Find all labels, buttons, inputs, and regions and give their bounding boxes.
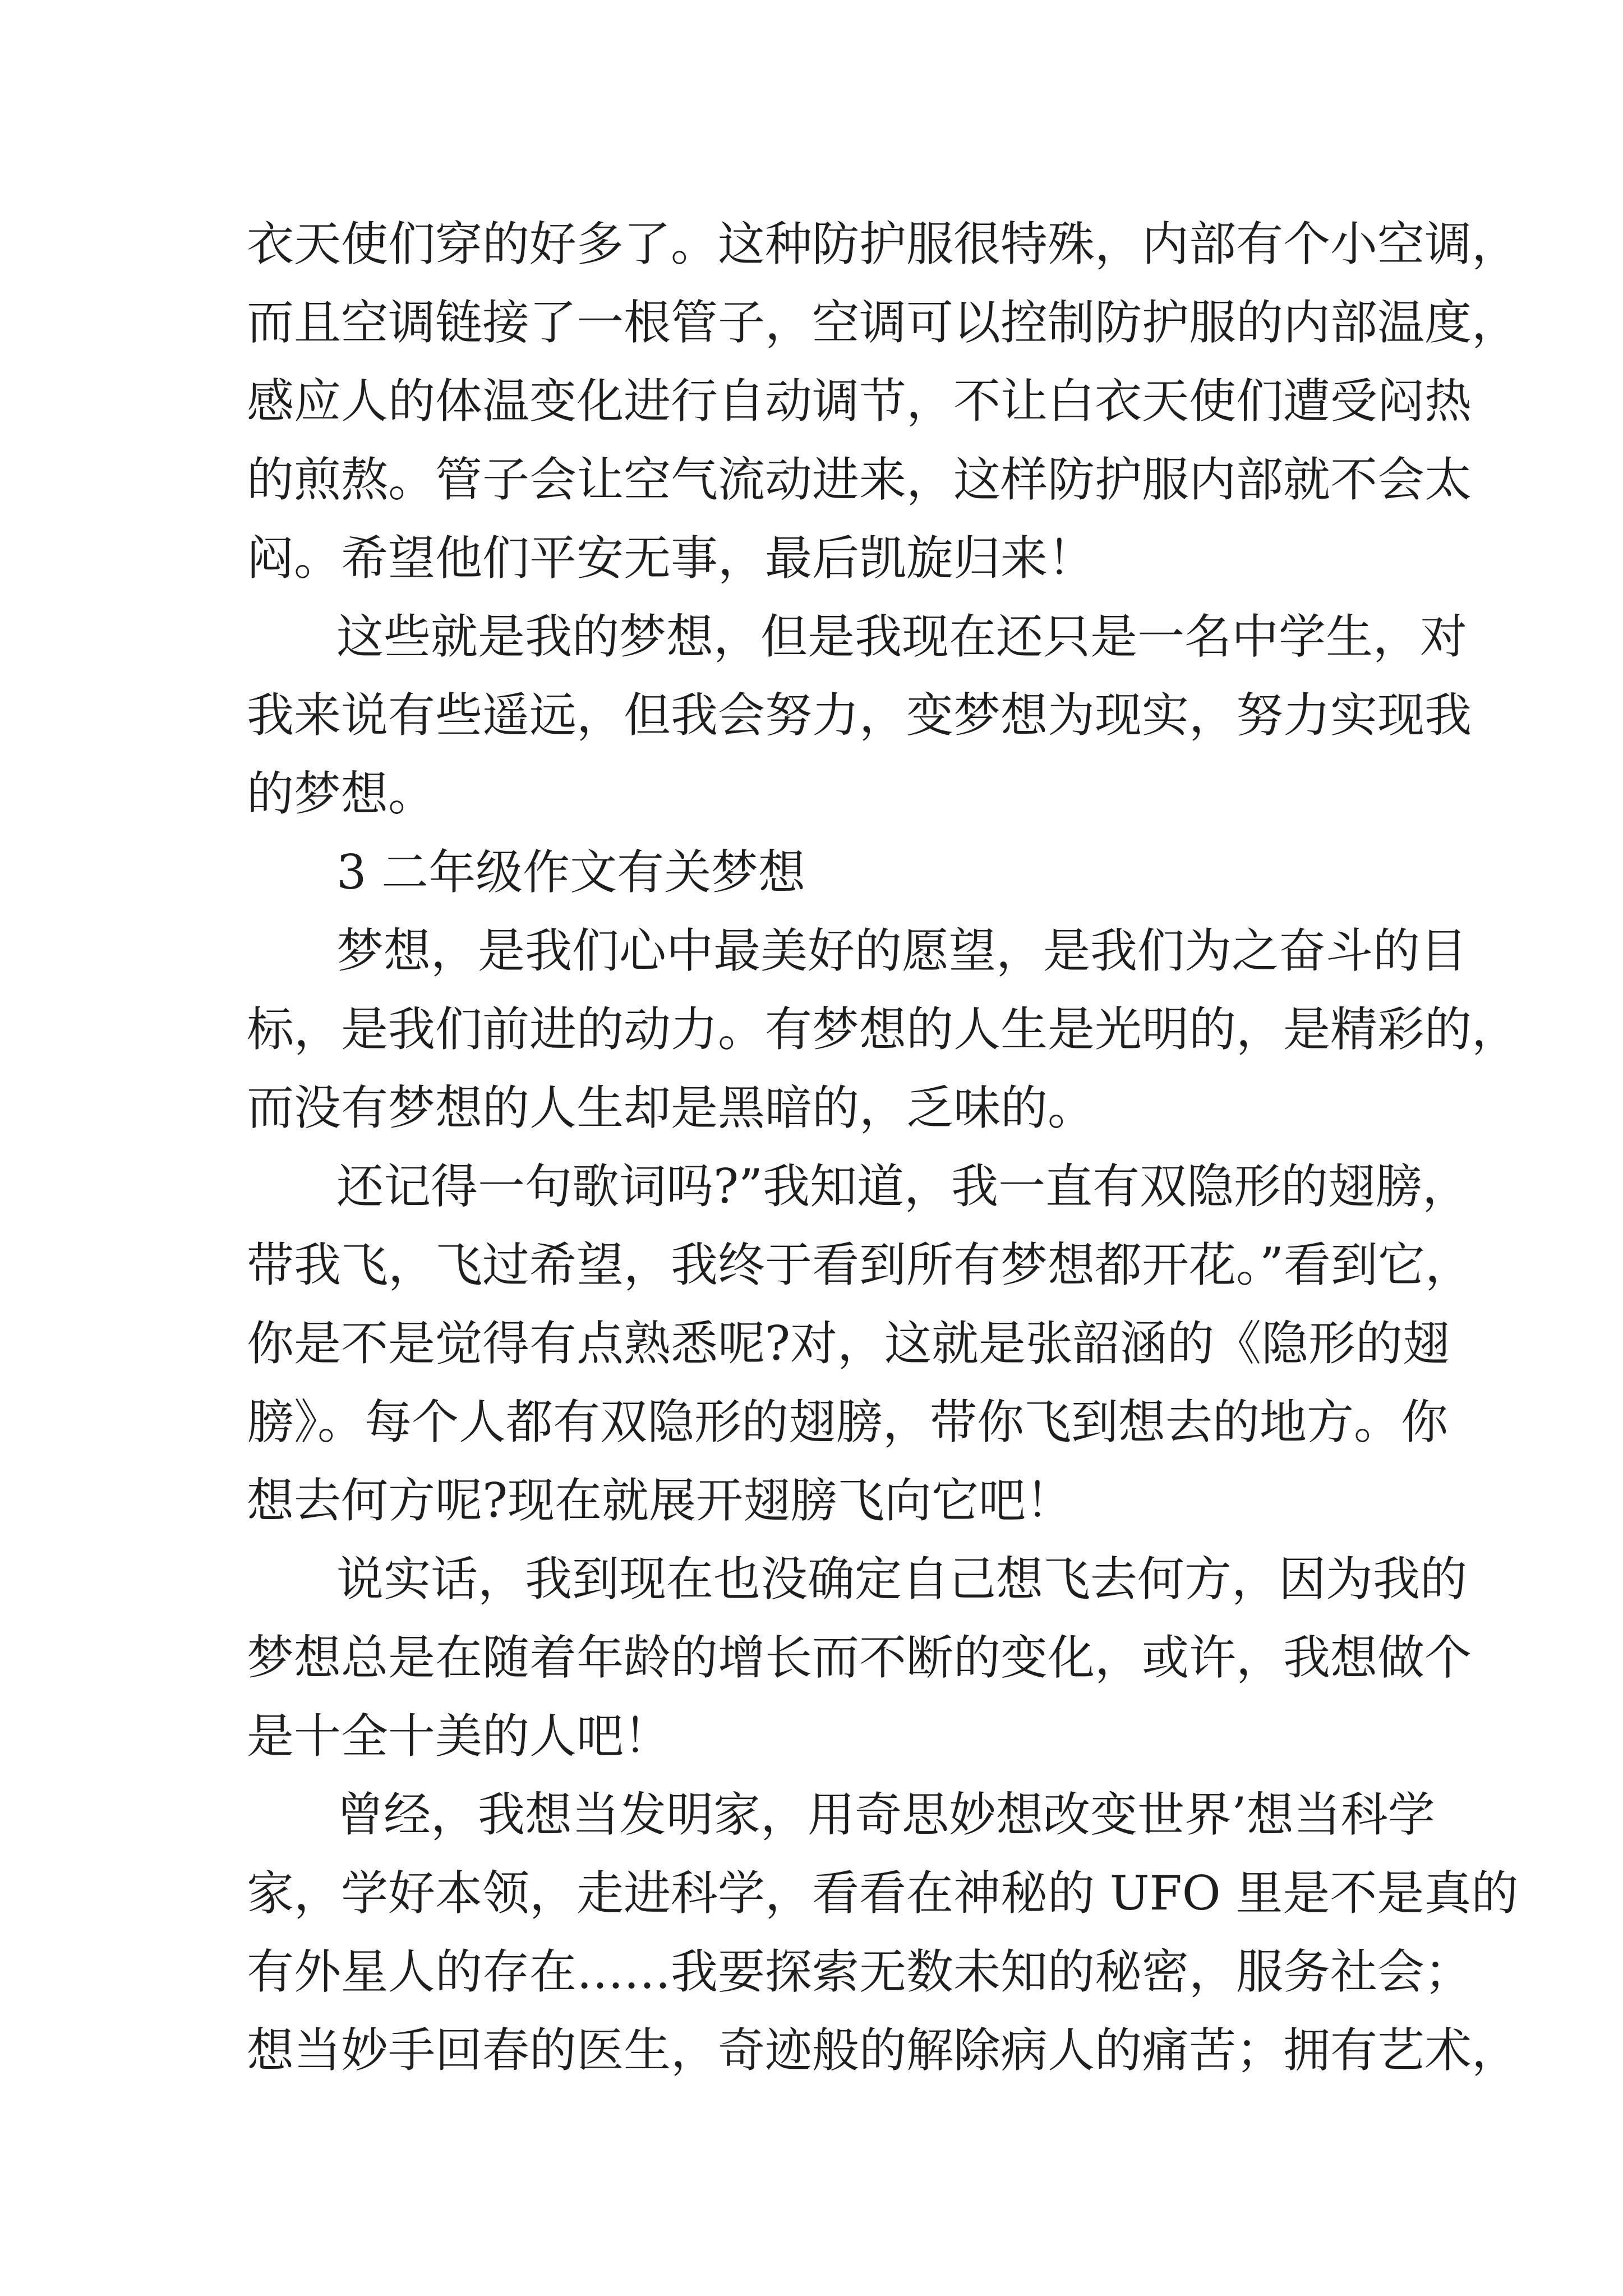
text-line: 的煎熬。管子会让空气流动进来，这样防护服内部就不会太	[247, 452, 1472, 507]
text-line: 梦想总是在随着年龄的增长而不断的变化，或许，我想做个	[247, 1630, 1472, 1685]
text-line: 我来说有些遥远，但我会努力，变梦想为现实，努力实现我	[247, 688, 1472, 743]
text-line: 有外星人的存在……我要探索无数未知的秘密，服务社会；	[247, 1944, 1472, 1999]
paragraph-first-line: 这些就是我的梦想，但是我现在还只是一名中学生，对	[336, 609, 1468, 664]
text-line: 家，学好本领，走进科学，看看在神秘的 UFO 里是不是真的	[247, 1866, 1519, 1921]
text-line: 而且空调链接了一根管子，空调可以控制防护服的内部温度，	[247, 295, 1519, 350]
paragraph-first-line: 还记得一句歌词吗?”我知道，我一直有双隐形的翅膀，	[336, 1159, 1469, 1214]
text-line: 带我飞，飞过希望，我终于看到所有梦想都开花。”看到它，	[247, 1237, 1472, 1292]
text-line: 衣天使们穿的好多了。这种防护服很特殊，内部有个小空调，	[247, 217, 1519, 272]
text-line: 想当妙手回春的医生，奇迹般的解除病人的痛苦；拥有艺术，	[247, 2023, 1519, 2078]
text-line: 是十全十美的人吧！	[247, 1709, 671, 1764]
text-line: 感应人的体温变化进行自动调节，不让白衣天使们遭受闷热	[247, 374, 1472, 429]
paragraph-first-line: 说实话，我到现在也没确定自己想飞去何方，因为我的	[336, 1552, 1468, 1607]
text-line: 的梦想。	[247, 766, 436, 821]
text-line: 而没有梦想的人生却是黑暗的，乏味的。	[247, 1080, 1095, 1135]
text-line: 你是不是觉得有点熟悉呢?对，这就是张韶涵的《隐形的翅	[247, 1316, 1450, 1371]
text-line: 想去何方呢?现在就展开翅膀飞向它吧！	[247, 1473, 1073, 1528]
paragraph-first-line: 梦想，是我们心中最美好的愿望，是我们为之奋斗的目	[336, 923, 1468, 978]
section-heading: 3 二年级作文有关梦想	[336, 845, 806, 900]
text-line: 膀》。每个人都有双隐形的翅膀，带你飞到想去的地方。你	[247, 1395, 1449, 1450]
text-line: 标，是我们前进的动力。有梦想的人生是光明的，是精彩的，	[247, 1002, 1519, 1057]
text-line: 闷。希望他们平安无事，最后凯旋归来！	[247, 531, 1095, 586]
paragraph-first-line: 曾经，我想当发明家，用奇思妙想改变世界’想当科学	[336, 1787, 1435, 1842]
